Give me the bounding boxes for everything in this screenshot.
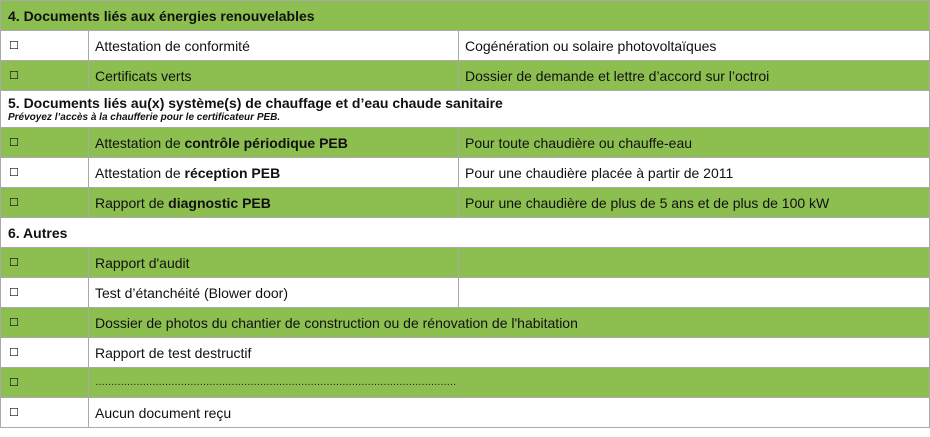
section-5-header xyxy=(1,91,930,128)
checkbox[interactable]: ☐ xyxy=(1,31,89,61)
table-row xyxy=(1,128,930,158)
document-label-bold: contrôle périodique PEB xyxy=(184,134,348,151)
table-row xyxy=(1,188,930,218)
section-4-header xyxy=(1,1,930,31)
document-label: Certificats verts xyxy=(89,61,459,91)
document-label-bold: diagnostic PEB xyxy=(168,194,271,211)
checkbox[interactable]: ☐ xyxy=(1,398,89,428)
checkbox[interactable]: ☐ xyxy=(1,368,89,398)
section-6-title: 6. Autres xyxy=(1,218,930,248)
table-row xyxy=(1,61,930,91)
checkbox[interactable]: ☐ xyxy=(1,308,89,338)
document-detail: Pour une chaudière de plus de 5 ans et de plus de 100 kW xyxy=(459,188,930,218)
document-label: Test d’étanchéité (Blower door) xyxy=(89,278,459,308)
checkbox[interactable]: ☐ xyxy=(1,61,89,91)
section-5-title: 5. Documents liés au(x) système(s) de chauffage et d’eau chaude sanitaire xyxy=(8,95,503,111)
document-label xyxy=(89,128,459,158)
document-label-bold: réception PEB xyxy=(184,164,281,181)
document-label xyxy=(89,188,459,218)
document-label: Attestation de conformité xyxy=(89,31,459,61)
document-detail: Dossier de demande et lettre d’accord sur l’octroi xyxy=(459,61,930,91)
table-row xyxy=(1,368,930,398)
document-detail: Pour une chaudière placée à partir de 2011 xyxy=(459,158,930,188)
section-4-title: 4. Documents liés aux énergies renouvelables xyxy=(1,1,930,31)
table-row xyxy=(1,278,930,308)
table-row xyxy=(1,338,930,368)
checkbox[interactable]: ☐ xyxy=(1,158,89,188)
document-label: Aucun document reçu xyxy=(89,398,930,428)
table-row xyxy=(1,308,930,338)
checkbox[interactable]: ☐ xyxy=(1,248,89,278)
table-row xyxy=(1,398,930,428)
checkbox[interactable]: ☐ xyxy=(1,188,89,218)
document-detail: Pour toute chaudière ou chauffe-eau xyxy=(459,128,930,158)
document-detail xyxy=(459,278,930,308)
document-label: Rapport d'audit xyxy=(89,248,459,278)
document-detail xyxy=(459,248,930,278)
blank-fill-in-line[interactable]: …………………………………………………………………………………………………… xyxy=(89,368,930,398)
document-label: Dossier de photos du chantier de construction ou de rénovation de l'habitation xyxy=(89,308,930,338)
document-label: Rapport de test destructif xyxy=(89,338,930,368)
table-row xyxy=(1,248,930,278)
section-5-note: Prévoyez l’accès à la chaufferie pour le certificateur PEB. xyxy=(8,112,281,123)
section-6-header xyxy=(1,218,930,248)
section-5-title-cell xyxy=(1,91,930,128)
document-label-prefix: Attestation de xyxy=(95,164,185,181)
document-label xyxy=(89,158,459,188)
table-row xyxy=(1,31,930,61)
document-label-prefix: Attestation de xyxy=(95,134,185,151)
checkbox[interactable]: ☐ xyxy=(1,338,89,368)
checkbox[interactable]: ☐ xyxy=(1,278,89,308)
document-detail: Cogénération ou solaire photovoltaïques xyxy=(459,31,930,61)
table-row xyxy=(1,158,930,188)
checkbox[interactable]: ☐ xyxy=(1,128,89,158)
document-label-prefix: Rapport de xyxy=(95,194,169,211)
